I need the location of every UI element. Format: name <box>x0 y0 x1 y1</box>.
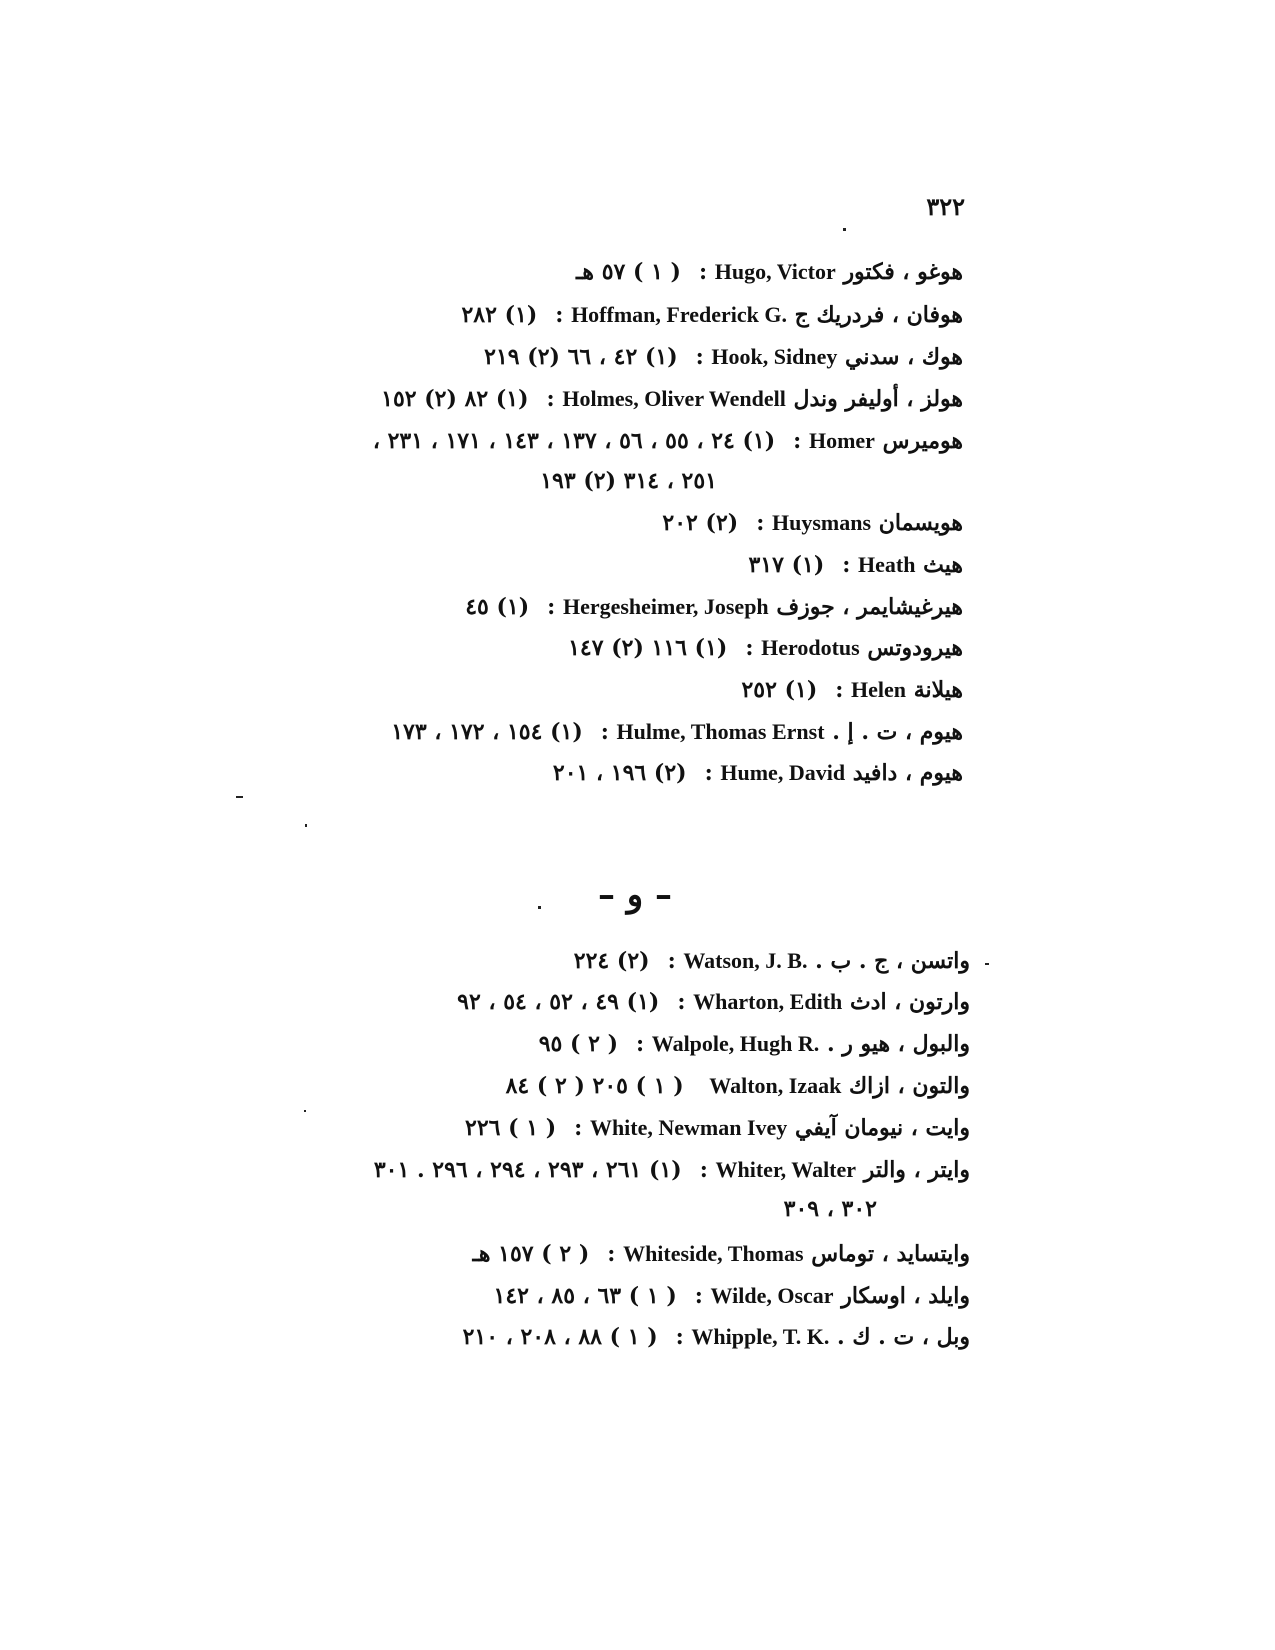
entry-latin-name: Huysmans <box>771 510 872 535</box>
index-entry <box>506 1071 970 1101</box>
entry-pages: (١) ٢٤ ، ٥٥ ، ٥٦ ، ١٣٧ ، ١٤٣ ، ١٧١ ، ٢٣١ ، <box>372 428 776 454</box>
index-entry <box>484 342 963 372</box>
entry-separator: : <box>547 594 556 620</box>
entry-latin-name: Walpole, Hugh R. <box>651 1031 820 1056</box>
entry-arabic-name: وايتر ، والتر <box>863 1157 970 1183</box>
entry-separator: : <box>704 760 713 786</box>
entry-latin-name: Wharton, Edith <box>693 989 843 1014</box>
entry-arabic-name: واتسن ، ج . ب . <box>815 948 970 974</box>
page-dot <box>843 228 846 231</box>
entry-separator: : <box>600 719 609 745</box>
entry-arabic-name: هوغو ، فكتور <box>843 259 963 285</box>
entry-pages: ( ١ ) ٢٠٥ ( ٢ ) ٨٤ <box>505 1073 684 1099</box>
entry-latin-name: Walton, Izaak <box>709 1073 842 1098</box>
index-entry <box>662 508 963 538</box>
index-entry <box>374 1155 970 1185</box>
entry-separator: : <box>555 302 564 328</box>
entry-arabic-name: وايلد ، اوسكار <box>841 1283 970 1309</box>
entry-separator: : <box>695 344 704 370</box>
entry-pages: ( ٢ ) ٩٥ <box>538 1031 618 1057</box>
entry-arabic-name: وايتسايد ، توماس <box>811 1241 970 1267</box>
entry-arabic-name: والتون ، ازاك <box>849 1073 970 1099</box>
entry-pages: (١) ٨٢ (٢) ١٥٢ <box>381 386 529 412</box>
entry-pages: (١) ٢٨٢ <box>461 302 538 328</box>
entry-arabic-name: هوميرس <box>882 428 963 454</box>
scan-speck <box>305 824 307 827</box>
entry-pages: ( ١ ) ٢٢٦ <box>465 1115 557 1141</box>
entry-pages: (٢) ٢٠٢ <box>662 510 739 536</box>
index-entry <box>494 1281 970 1311</box>
entry-latin-name: White, Newman Ivey <box>589 1115 788 1140</box>
section-heading: – و – <box>597 875 673 915</box>
entry-pages: (١) ١١٦ (٢) ١٤٧ <box>568 635 728 661</box>
entry-continuation: ٣٠٢ ، ٣٠٩ <box>783 1196 877 1222</box>
index-entry <box>576 257 963 287</box>
entry-latin-name: Heath <box>858 552 916 577</box>
index-entry <box>465 1113 970 1143</box>
entry-pages: (١) ٢٥٢ <box>741 677 818 703</box>
entry-arabic-name: وبل ، ت . ك . <box>837 1324 970 1350</box>
entry-pages: (١) ٢٦١ ، ٢٩٣ ، ٢٩٤ ، ٢٩٦ . ٣٠١ <box>373 1157 682 1183</box>
entry-pages: ( ٢ ) ١٥٧ هـ <box>472 1241 590 1267</box>
entry-arabic-name: هيلانة <box>913 677 963 703</box>
entry-separator: : <box>698 259 708 285</box>
entry-separator: : <box>635 1031 645 1057</box>
index-entry <box>461 300 963 330</box>
index-entry <box>574 946 970 976</box>
scan-speck <box>236 796 243 798</box>
entry-separator: : <box>677 989 686 1015</box>
entry-pages: (١) ٤٢ ، ٦٦ (٢) ٢١٩ <box>484 344 678 370</box>
entry-latin-name: Whiteside, Thomas <box>623 1241 804 1266</box>
index-entry <box>539 1029 970 1059</box>
entry-separator: : <box>546 386 555 412</box>
entry-separator: : <box>699 1157 708 1183</box>
entry-latin-name: Helen <box>851 677 907 702</box>
scan-speck <box>538 906 541 909</box>
entry-arabic-name: هيرودوتس <box>867 635 963 661</box>
entry-pages: (١) ١٥٤ ، ١٧٢ ، ١٧٣ <box>391 719 583 745</box>
entry-separator: : <box>574 1115 583 1141</box>
entry-latin-name: Hulme, Thomas Ernst <box>616 719 825 744</box>
index-entry <box>391 717 963 747</box>
entry-latin-name: Whiter, Walter <box>715 1157 857 1182</box>
entry-arabic-name: هيث <box>923 552 963 578</box>
entry-arabic-name: هولز ، أوليفر وندل <box>793 386 963 412</box>
entry-separator: : <box>835 677 844 703</box>
entry-arabic-name: هوك ، سدني <box>845 344 963 370</box>
entry-latin-name: Whipple, T. K. <box>691 1324 830 1349</box>
entry-arabic-name: وايت ، نيومان آيفي <box>794 1115 970 1141</box>
entry-pages: (١) ٤٥ <box>465 594 530 620</box>
entry-latin-name: Hergesheimer, Joseph <box>562 594 769 619</box>
entry-separator: : <box>607 1241 616 1267</box>
entry-arabic-name: وارتون ، ادث <box>849 989 970 1015</box>
index-entry <box>741 675 963 705</box>
entry-pages: (١) ٤٩ ، ٥٢ ، ٥٤ ، ٩٢ <box>457 989 660 1015</box>
entry-pages: ( ١ ) ٨٨ ، ٢٠٨ ، ٢١٠ <box>462 1324 658 1350</box>
index-entry <box>553 758 963 788</box>
entry-arabic-name: والبول ، هيو ر . <box>826 1031 970 1057</box>
entry-arabic-name: هيوم ، ت . إ . <box>832 719 963 745</box>
entry-arabic-name: هويسمان <box>878 510 963 536</box>
entry-separator: : <box>793 428 802 454</box>
entry-separator: : <box>756 510 765 536</box>
entry-pages: ( ١ ) ٥٧ هـ <box>575 259 681 285</box>
entry-separator: : <box>745 635 754 661</box>
entry-arabic-name: هيوم ، دافيد <box>852 760 963 786</box>
entry-separator: : <box>675 1324 684 1350</box>
entry-latin-name: Hoffman, Frederick G. <box>571 302 787 327</box>
index-entry <box>465 592 963 622</box>
scan-speck <box>985 963 989 965</box>
index-entry <box>381 384 963 414</box>
entry-latin-name: Hugo, Victor <box>714 259 836 284</box>
index-entry <box>748 550 963 580</box>
entry-latin-name: Holmes, Oliver Wendell <box>562 386 786 411</box>
entry-pages: ( ١ ) ٦٣ ، ٨٥ ، ١٤٢ <box>493 1283 677 1309</box>
index-entry <box>568 633 963 663</box>
index-entry <box>457 987 970 1017</box>
entry-pages: (٢) ١٩٦ ، ٢٠١ <box>552 760 687 786</box>
entry-latin-name: Watson, J. B. <box>683 948 808 973</box>
entry-latin-name: Hook, Sidney <box>711 344 838 369</box>
index-entry <box>373 426 963 456</box>
entry-latin-name: Wilde, Oscar <box>710 1283 834 1308</box>
entry-arabic-name: هيرغيشايمر ، جوزف <box>776 594 963 620</box>
entry-separator: : <box>842 552 851 578</box>
entry-separator: : <box>667 948 676 974</box>
entry-continuation: ٢٥١ ، ٣١٤ (٢) ١٩٣ <box>540 468 717 494</box>
entry-separator: : <box>694 1283 703 1309</box>
entry-pages: (١) ٣١٧ <box>748 552 825 578</box>
entry-arabic-name: هوفان ، فردريك ج <box>794 302 963 328</box>
index-entry <box>472 1239 970 1269</box>
page-number: ٣٢٢ <box>926 192 965 221</box>
entry-pages: (٢) ٢٢٤ <box>573 948 650 974</box>
scan-speck <box>304 1110 306 1112</box>
entry-latin-name: Hume, David <box>720 760 846 785</box>
index-entry <box>463 1322 970 1352</box>
entry-latin-name: Herodotus <box>761 635 860 660</box>
entry-latin-name: Homer <box>808 428 875 453</box>
